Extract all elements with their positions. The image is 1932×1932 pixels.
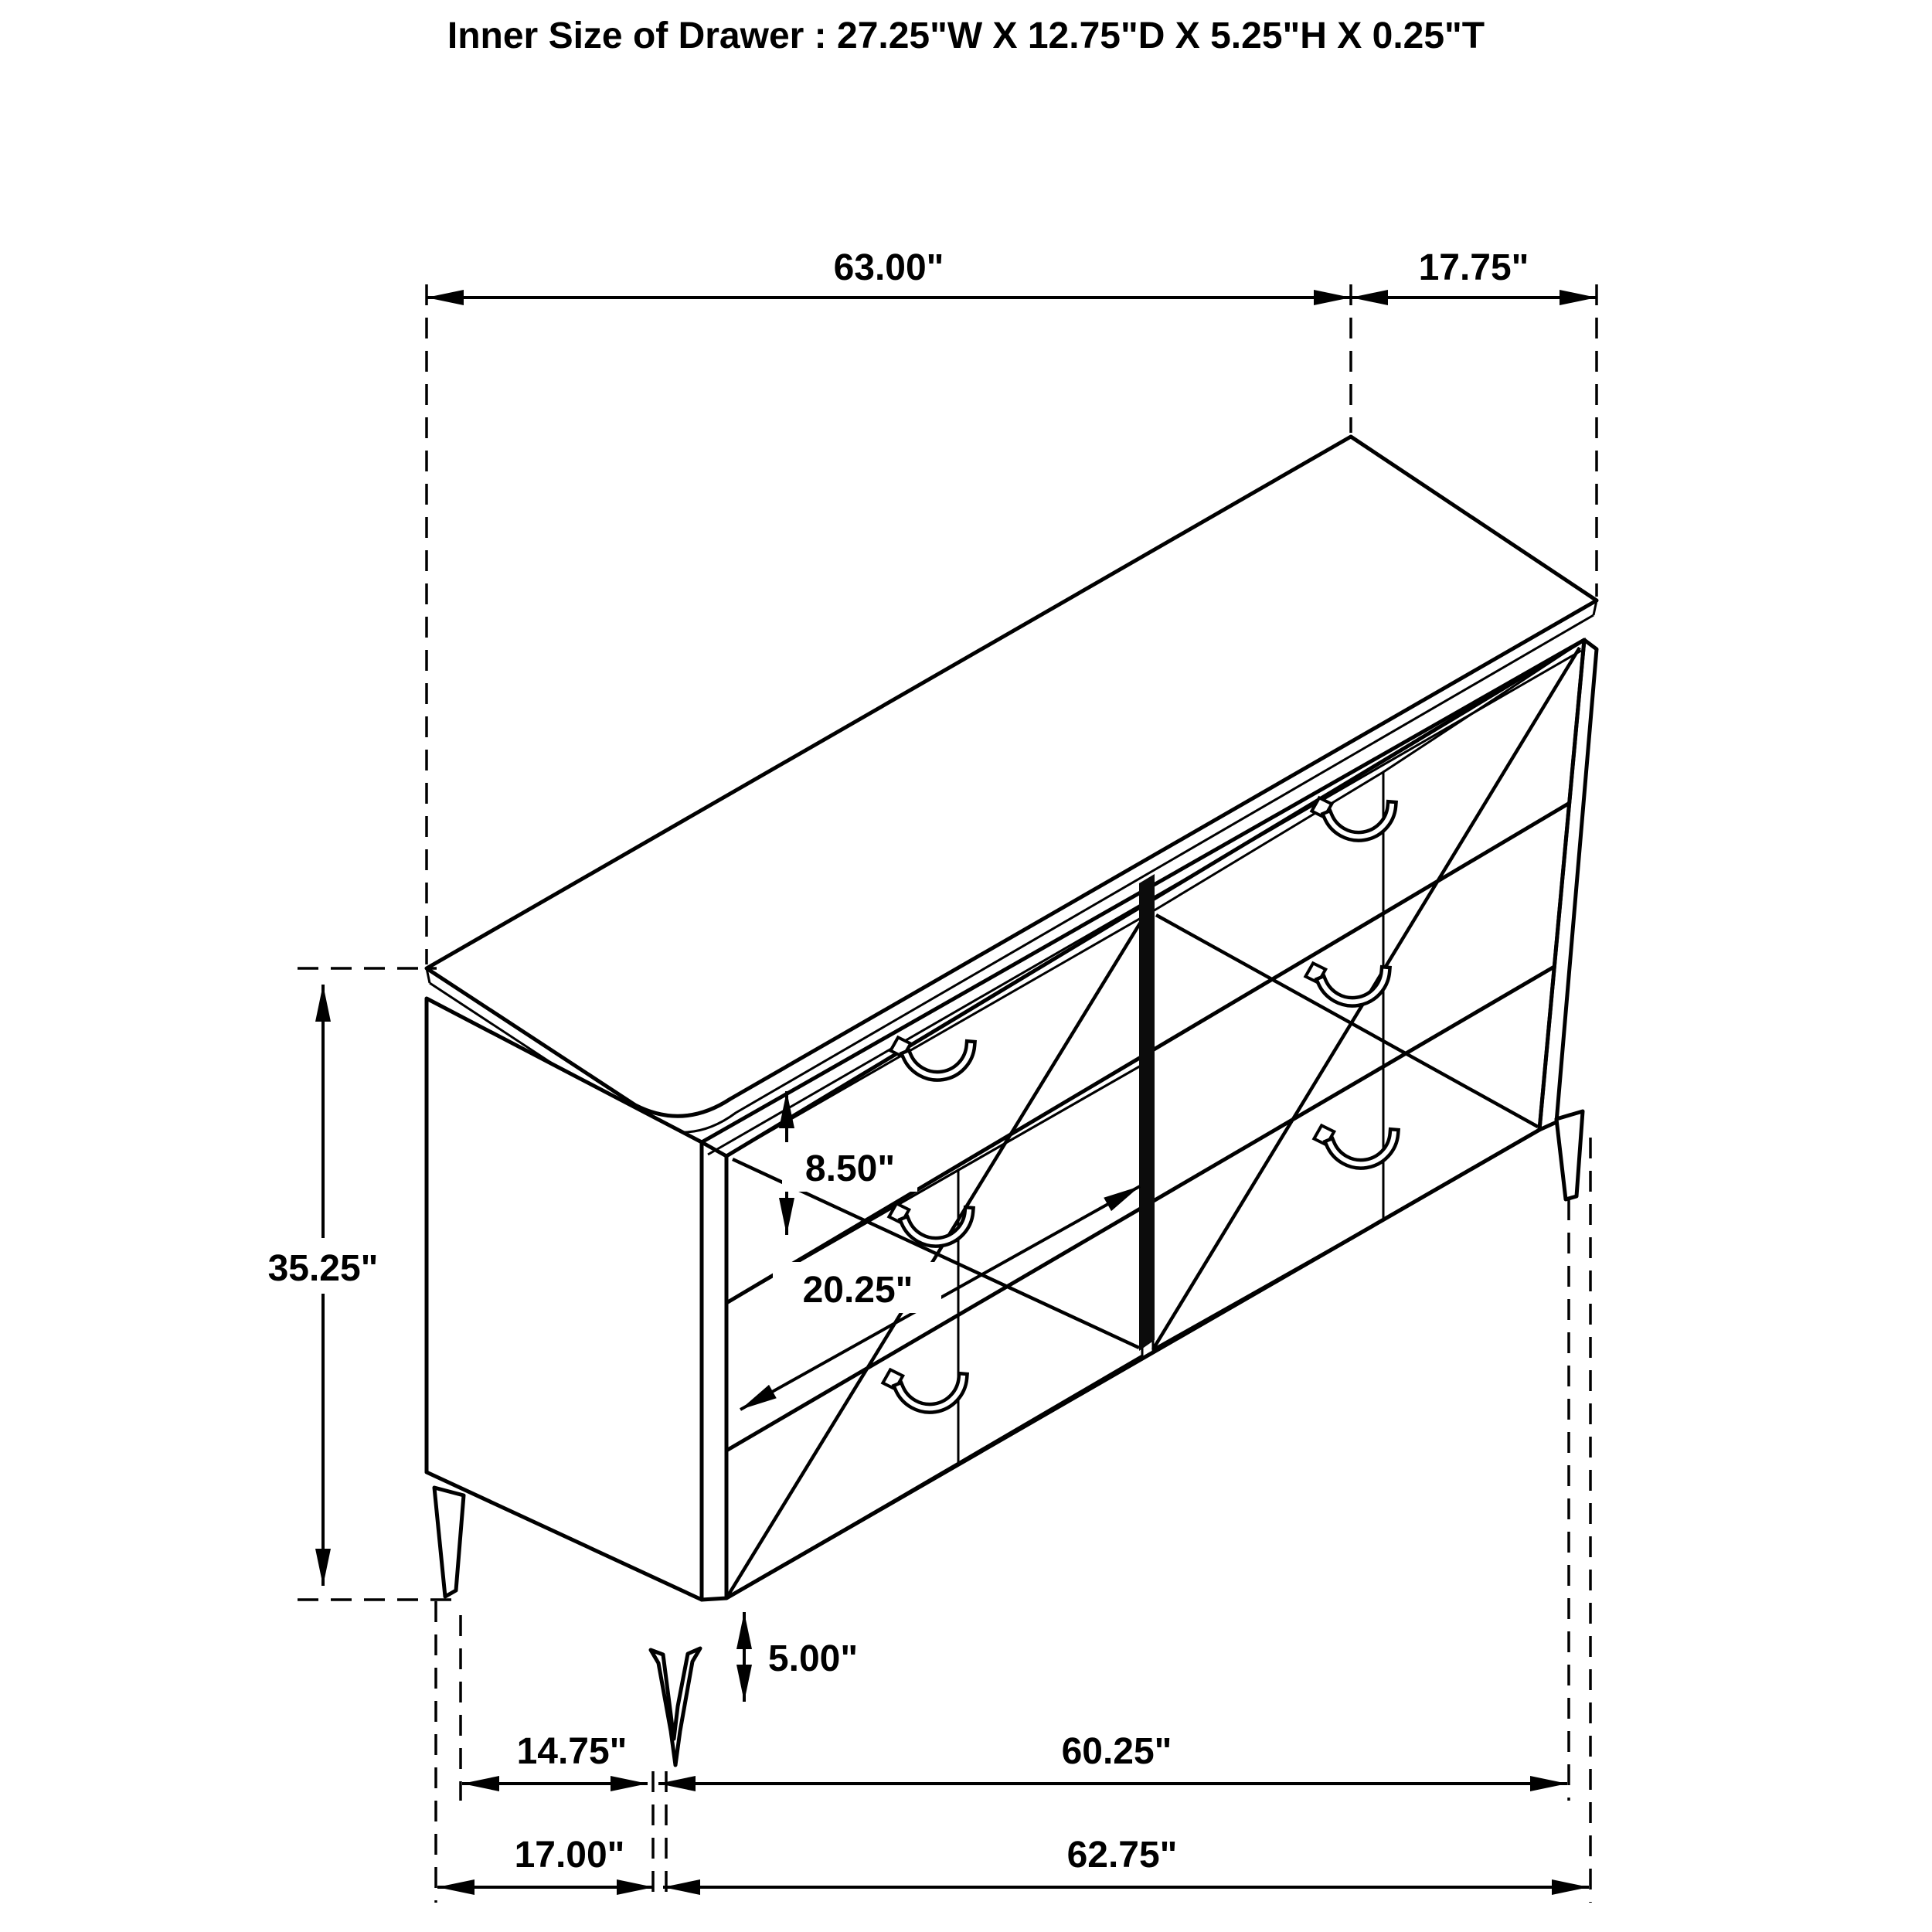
- dimension-depth-top: [1351, 247, 1597, 298]
- dimension-overall-height: [229, 985, 417, 1586]
- dimension-depth-top-label: 17.75": [1418, 247, 1529, 288]
- front-corner-leg: [651, 1648, 700, 1765]
- dimension-base-width-label: 62.75": [1066, 1835, 1178, 1876]
- dresser-top: [427, 437, 1597, 1116]
- left-column-fluted-band: [958, 1065, 1142, 1463]
- dimension-leg-height: [744, 1612, 858, 1702]
- dimension-leg-span-side-label: 14.75": [516, 1731, 628, 1772]
- handle-right-bottom-icon: [1310, 1096, 1401, 1182]
- dimension-opening-width-label: 20.25": [802, 1270, 913, 1311]
- dimension-opening-height-label: 8.50": [804, 1148, 896, 1189]
- dimension-leg-span-front: [658, 1731, 1567, 1784]
- right-column-accent-line-2: [1156, 915, 1538, 1127]
- dresser: [427, 437, 1597, 1765]
- dimension-width-top-label: 63.00": [833, 247, 944, 288]
- dimension-base-depth: [437, 1835, 654, 1887]
- dimension-width-top: [427, 247, 1351, 298]
- left-front-leg: [434, 1488, 464, 1597]
- dimension-leg-span-front-label: 60.25": [1061, 1731, 1172, 1772]
- right-front-leg: [1556, 1111, 1583, 1199]
- dimension-leg-span-side: [462, 1731, 648, 1784]
- page-title: Inner Size of Drawer : 27.25"W X 12.75"D X 5.25"H X 0.25"T: [447, 15, 1485, 56]
- handle-right-middle-icon: [1301, 934, 1393, 1019]
- front-left-stile: [702, 1142, 726, 1600]
- dimension-leg-height-label: 5.00": [767, 1638, 859, 1679]
- right-column-fluted-band: [1153, 772, 1383, 1349]
- dimension-opening-width: [740, 1186, 1140, 1410]
- right-column-diagonal-band: [1383, 640, 1584, 1219]
- center-divider: [1139, 874, 1155, 1351]
- dimension-overall-height-label: 35.25": [267, 1248, 379, 1289]
- dimension-base-width: [663, 1835, 1589, 1887]
- dimension-base-depth-label: 17.00": [514, 1835, 625, 1876]
